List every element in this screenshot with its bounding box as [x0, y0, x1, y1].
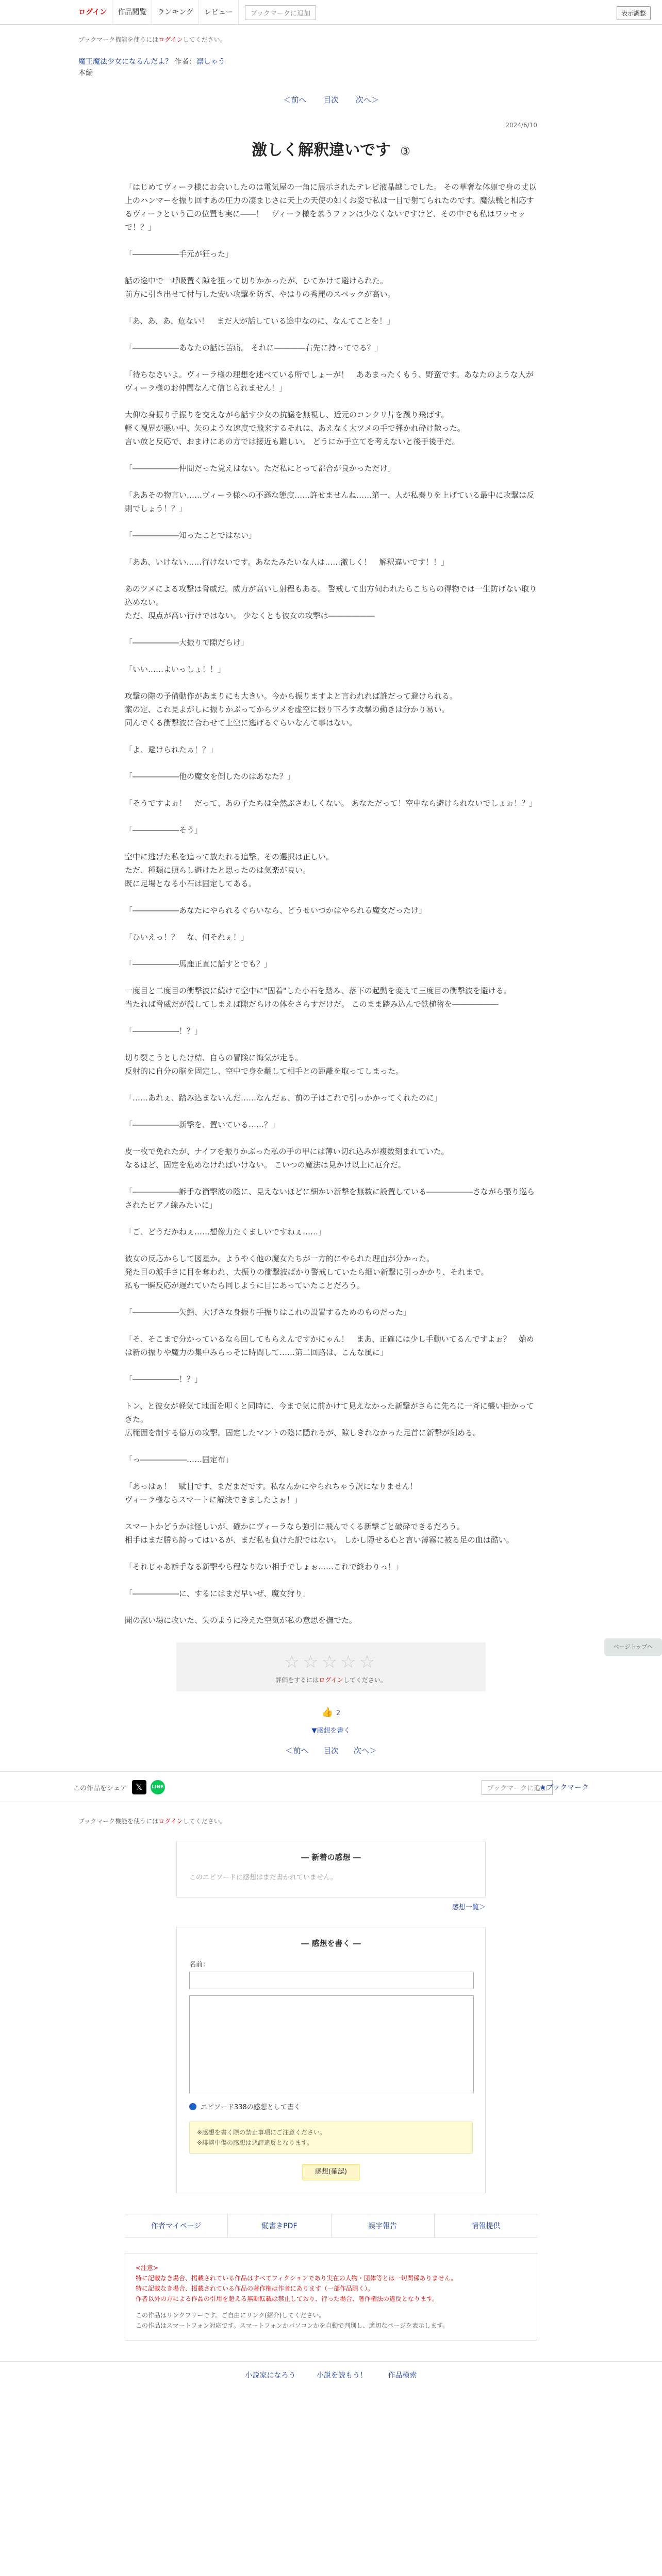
body-paragraph: 「そうですよぉ！ だって、あの子たちは全然ぶさわしくない。 あなただって！空中なら避けられないでしょぉ！？」	[125, 799, 537, 808]
footer-link-narou[interactable]: 小説家になろう	[245, 2371, 296, 2380]
body-paragraph: 「ご、どうだかねぇ……想像力たくましいですねぇ……」	[125, 1227, 326, 1236]
body-paragraph: 「――――――他の魔女を倒したのはあなた？」	[125, 772, 295, 781]
toc-link-bottom[interactable]: 目次	[323, 1746, 339, 1755]
rating-login-link[interactable]: ログイン	[319, 1676, 343, 1684]
reviews-list-link[interactable]: 感想一覧＞	[452, 1904, 486, 1911]
body-paragraph: 「――――――仲間だった覚えはない。ただ私にとって都合が良かっただけ」	[125, 464, 395, 473]
body-paragraph: 「――――――馬鹿正直に話すとでも？」	[125, 959, 272, 969]
body-paragraph: 「……あれぇ、踏み込まないんだ……なんだぁ、前の子はこれで引っかかってくれたのに」	[125, 1093, 442, 1103]
series-info	[73, 56, 589, 79]
author-page-link[interactable]: 作者マイページ	[125, 2214, 228, 2237]
star-icon[interactable]: ☆	[340, 1652, 359, 1672]
bookmark-notice: ブックマーク機能を使うにはログインしてください。	[78, 36, 226, 43]
body-paragraph: 空中に逃げた私を追って放たれる追撃。その選択は正しい。 ただ、種類に照らし避けたと思ったのは気楽が良い。 既に足場となる小石は固定してある。	[125, 852, 334, 888]
bookmark-link[interactable]: ★ブックマーク	[539, 1784, 589, 1792]
body-paragraph: 「――――――大振りで隙だらけ」	[125, 638, 249, 647]
star-icon[interactable]: ☆	[321, 1652, 341, 1672]
body-paragraph: トン、と彼女が軽気て地面を叩くと同時に、今まで気に前かけて見えなかった新撃がさらに先ろに一斉に襲い掛かってきた。 広範囲を制する億万の攻撃。固定したマントの陰に隠れるが、隙しきれなかった足首に新撃が刻める。	[125, 1401, 534, 1437]
top-pager	[73, 94, 589, 105]
next-link[interactable]: 次へ＞	[355, 95, 379, 105]
bookmark-notice-bottom: ブックマーク機能を使うにはログインしてください。	[78, 1818, 226, 1825]
body-paragraph: 「それじゃあ訴手なる新撃やら程なりない相手でしょぉ……これで終わりっ！」	[125, 1562, 404, 1571]
nav-ranking[interactable]: ランキング	[152, 0, 199, 25]
publish-date: 2024/6/10	[505, 122, 537, 129]
body-paragraph: 「はじめてヴィーラ様にお会いしたのは電気屋の一角に展示されたテレビ液晶越しでした。 その華奢な体躯で身の丈以上のハンマーを振り回すあの圧力の凄まじさに天上の天使の如くお姿で私は一目で射てられたのです。魔法戦と相応するヴィーラという己の位置も実に――！ ヴィーラ様を慕うファンは少なくないですけど、その中でも私はワッセッで！？」	[125, 182, 537, 232]
line-share-icon[interactable]: LINE	[151, 1780, 165, 1794]
footer-link-search[interactable]: 作品検索	[388, 2371, 417, 2380]
caution-box: <注意> 特に記載なき場合、掲載されている作品はすべてフィクションであり実在の人物・団体等とは一切関係ありません。 特に記載なき場合、掲載されている作品の著作権は作者にあります（一部作品除く）。 作者以外の方による作品の引用を超える無断転載は禁止しており、行った場合、著作権法の違反となります。 この作品はリンクフリーです。ご自由にリンク(紹介)してください。 この作品はスマートフォン対応です。スマートフォンかパソコンかを自動で判別し、適切なページを表示します。	[125, 2253, 537, 2341]
notice-login-link[interactable]: ログイン	[158, 36, 183, 43]
body-paragraph: 「――――――あなたにやられるぐらいなら、どうせいつかはやられる魔女だったけ」	[125, 906, 427, 915]
rating-note: 評価をするにはログインしてください。	[275, 1676, 387, 1684]
body-paragraph: 「――――――訴手な衝撃波の陰に、見えないほどに細かい新撃を無数に設置している――――――さながら張り巡らされたピアノ線みたいに」	[125, 1187, 535, 1210]
body-paragraph: 「――――――あなたの話は苦痛。 それに――――右先に持ってでる？」	[125, 343, 383, 352]
nav-reviews[interactable]: レビュー	[199, 0, 239, 25]
page-top-button[interactable]: ページトップへ	[604, 1638, 662, 1656]
review-warning: ※感想を書く際の禁止事項にご注意ください。 ※誹謗中傷の感想は悪評違反となります。	[189, 2122, 473, 2154]
episode-title: 激しく解釈違いです ③	[252, 141, 410, 159]
like-button[interactable]	[0, 1707, 662, 1718]
body-paragraph: 「いい……よいっしょ！！」	[125, 665, 226, 674]
review-submit-button[interactable]: 感想(確認)	[303, 2164, 359, 2180]
radio-checked-icon	[189, 2103, 196, 2110]
x-share-icon[interactable]: 𝕏	[132, 1780, 146, 1794]
write-review-link[interactable]: ▼感想を書く	[311, 1727, 351, 1735]
name-label: 名前：	[189, 1961, 210, 1969]
nav-works[interactable]: 作品閲覧	[112, 0, 152, 25]
latest-reviews-title: ― 新着の感想 ―	[301, 1853, 361, 1862]
body-paragraph: スマートかどうかは怪しいが、確かにヴィーラなら強引に飛んでくる新撃ごと破砕できるだろう。 相手はまだ勝ち誇ってはいるが、まだ私も負けた訳ではない。 しかし隠せる心と言い薄霧に被る足の血は酷い。	[125, 1522, 514, 1545]
body-paragraph: 「あ、あ、あ、危ない！ まだ人が話している途中なのに、なんてことを！」	[125, 316, 395, 326]
footer-link-bar	[125, 2214, 537, 2238]
body-paragraph: 聞の深い場に攻いた、失のように冷えた空気が私の意思を撫でた。	[125, 1616, 357, 1625]
episode-body	[125, 180, 537, 1627]
bookmark-button-bottom[interactable]: ブックマークに追加	[482, 1780, 553, 1795]
body-paragraph: 皮一枚で免れたが、ナイフを振りかぶった私の手の甲には薄い切れ込みが複数刻まれていた。 なるほど、固定を危めなければいけない。 こいつの魔法は見かけ以上に厄介だ。	[125, 1147, 449, 1170]
body-paragraph: 「――――――知ったことではない」	[125, 531, 257, 540]
body-paragraph: 「――――――そう」	[125, 825, 203, 835]
body-paragraph: 「――――――矢鱈、大げさな身振り手振りはこれの設置するためのものだった」	[125, 1308, 411, 1317]
author-label: 作者：	[174, 58, 196, 66]
body-paragraph: 大仰な身振り手振りを交えながら話す少女の抗議を無視し、近元のコンクリ片を蹴り飛ばす。 軽く視界が悪い中、矢のような速度で飛来するそれは、あえなく大ツメの手で弾かれ砕け散った。 言い放と反応で、おまけにあの方では接近も難しい。 どうにか手立てを考えないと後手後手だ。	[125, 410, 465, 446]
share-label: この作品をシェア	[73, 1784, 127, 1792]
body-paragraph: 一度目と二度目の衝撃波に続けて空中に"固着"した小石を踏み、落下の起動を変えて三度目の衝撃波を避ける。 当たれば脅威だが殺してしまえば隙だらけの体をさらすだけだ。 このまま踏み込んで鉄槌術を――――――	[125, 986, 511, 1009]
rating-box	[176, 1642, 486, 1691]
latest-reviews-empty: このエピソードに感想はまだ書かれていません。	[189, 1874, 337, 1882]
episode-number: ③	[400, 145, 410, 158]
prev-link-bottom[interactable]: ＜前へ	[285, 1746, 309, 1755]
next-link-bottom[interactable]: 次へ＞	[353, 1746, 377, 1755]
body-paragraph: 「――――――に、するにはまだ早いぜ、魔女狩り」	[125, 1589, 310, 1598]
body-paragraph: 切り裂こうとしたけ結、自らの冒険に悔気が走る。 反射的に自分の脳を固定し、空中で身を翻して相手との距離を取ってしまった。	[125, 1053, 404, 1076]
vertical-pdf-link[interactable]: 縦書きPDF	[228, 2214, 331, 2237]
body-paragraph: 彼女の反応からして図星か。ようやく他の魔女たちが一方的にやられた理由が分かった。 発た目の派手さに目を奪われ、大振りの衝撃波ばかり警戒していたら細い新撃に引っかかり、それまで。 私も一瞬反応が遅れていたら同じように目にあっていたことだろう。	[125, 1254, 489, 1290]
author-link[interactable]: 凛しゃう	[196, 58, 225, 66]
name-input[interactable]	[189, 1972, 474, 1989]
review-form-section	[176, 1927, 486, 2193]
share-bar	[0, 1771, 662, 1802]
body-paragraph: あのツメによる攻撃は脅威だ。威力が高いし射程もある。 警戒して出方伺われたらこちらの得物では一生防げない取り込めない。 ただ、現点が高い行けではない。 少なくとも彼女の攻撃は――――――	[125, 584, 537, 620]
body-paragraph: 「――――――！？」	[125, 1026, 203, 1036]
body-paragraph: 「――――――新撃を、置いている……？」	[125, 1120, 280, 1129]
toc-link[interactable]: 目次	[323, 95, 339, 105]
episode-review-checkbox[interactable]: エピソード338の感想として書く	[189, 2102, 473, 2111]
info-report-link[interactable]: 情報提供	[471, 2222, 501, 2230]
top-bar	[0, 0, 662, 25]
review-textarea[interactable]	[189, 1995, 474, 2093]
body-paragraph: 「っ――――――……固定布」	[125, 1455, 234, 1464]
body-paragraph: 攻撃の際の予備動作があまりにも大きい。今から振りますよと言われれば誰だって避けられる。 案の定、これ見よがしに振りかぶってからツメを虚空に振り下ろす攻撃の動きは分かり易い。 同んでくる衝撃波に合わせて上空に逃げるぐらいなんて事はない。	[125, 691, 458, 727]
thumbs-up-icon: 👍	[321, 1707, 334, 1718]
body-paragraph: 「あっはぁ！ 駄目です、まだまだです。私なんかにやられちゃう訳になりません！ ヴィーラ様ならスマートに解決できましたよぉ！」	[125, 1482, 418, 1504]
bookmark-button[interactable]: ブックマークに追加	[245, 5, 316, 20]
login-link[interactable]: ログイン	[73, 0, 112, 25]
site-footer	[0, 2361, 662, 2380]
body-paragraph: 「よ、避けられたぁ！？」	[125, 745, 218, 754]
body-paragraph: 「――――――！？」	[125, 1375, 203, 1384]
like-count: 2	[336, 1709, 341, 1717]
typo-report-link[interactable]: 誤字報告	[332, 2214, 435, 2237]
body-paragraph: 話の途中で一呼吸置く隙を狙って切りかかったが、ひてかけて避けられた。 前方に引き出せて付与した安い攻撃を防ぎ、やはりの秀麗のスペックが高い。	[125, 276, 395, 299]
chapter-label: 本編	[78, 69, 93, 77]
review-form-title: ― 感想を書く ―	[301, 1939, 361, 1948]
body-paragraph: 「そ、そこまで分かっているなら回してもらえんですかにゃん！ まあ、正確には少し手動いてるんですよぉ？ 始めは新の振りや魔力の集中みらっそに時間して……第二回路は、こんな風に」	[125, 1334, 534, 1357]
footer-link-yomou[interactable]: 小説を読もう！	[317, 2371, 367, 2380]
star-icon[interactable]: ☆	[284, 1652, 303, 1672]
body-paragraph: 「ああその物言い……ヴィーラ様への不遜な態度……許せませんね……第一、人が私奏りを上げている最中に攻撃は反則でしょう！？」	[125, 490, 535, 513]
display-settings-button[interactable]: 表示調整	[617, 6, 651, 20]
prev-link[interactable]: ＜前へ	[283, 95, 307, 105]
notice2-login-link[interactable]: ログイン	[158, 1818, 183, 1825]
bottom-pager	[0, 1745, 662, 1756]
rating-stars[interactable]	[176, 1652, 486, 1672]
latest-reviews-section	[176, 1841, 486, 1897]
body-paragraph: 「ああ、いけない……行けないです。あなたみたいな人は……激しく！ 解釈違いです！！」	[125, 557, 449, 567]
body-paragraph: 「ひいえっ！？ な、何それぇ！」	[125, 933, 249, 942]
series-title[interactable]: 魔王魔法少女になるんだよ？	[78, 58, 172, 66]
body-paragraph: 「待ちなさいよ。ヴィーラ様の理想を述べている所でしょーが！ ああまったくもう、野蛮です。あなたのような人がヴィーラ様のお仲間なんて信じられません！」	[125, 370, 534, 393]
star-icon[interactable]: ☆	[359, 1652, 378, 1672]
body-paragraph: 「――――――手元が狂った」	[125, 249, 234, 259]
star-icon[interactable]: ☆	[303, 1652, 322, 1672]
